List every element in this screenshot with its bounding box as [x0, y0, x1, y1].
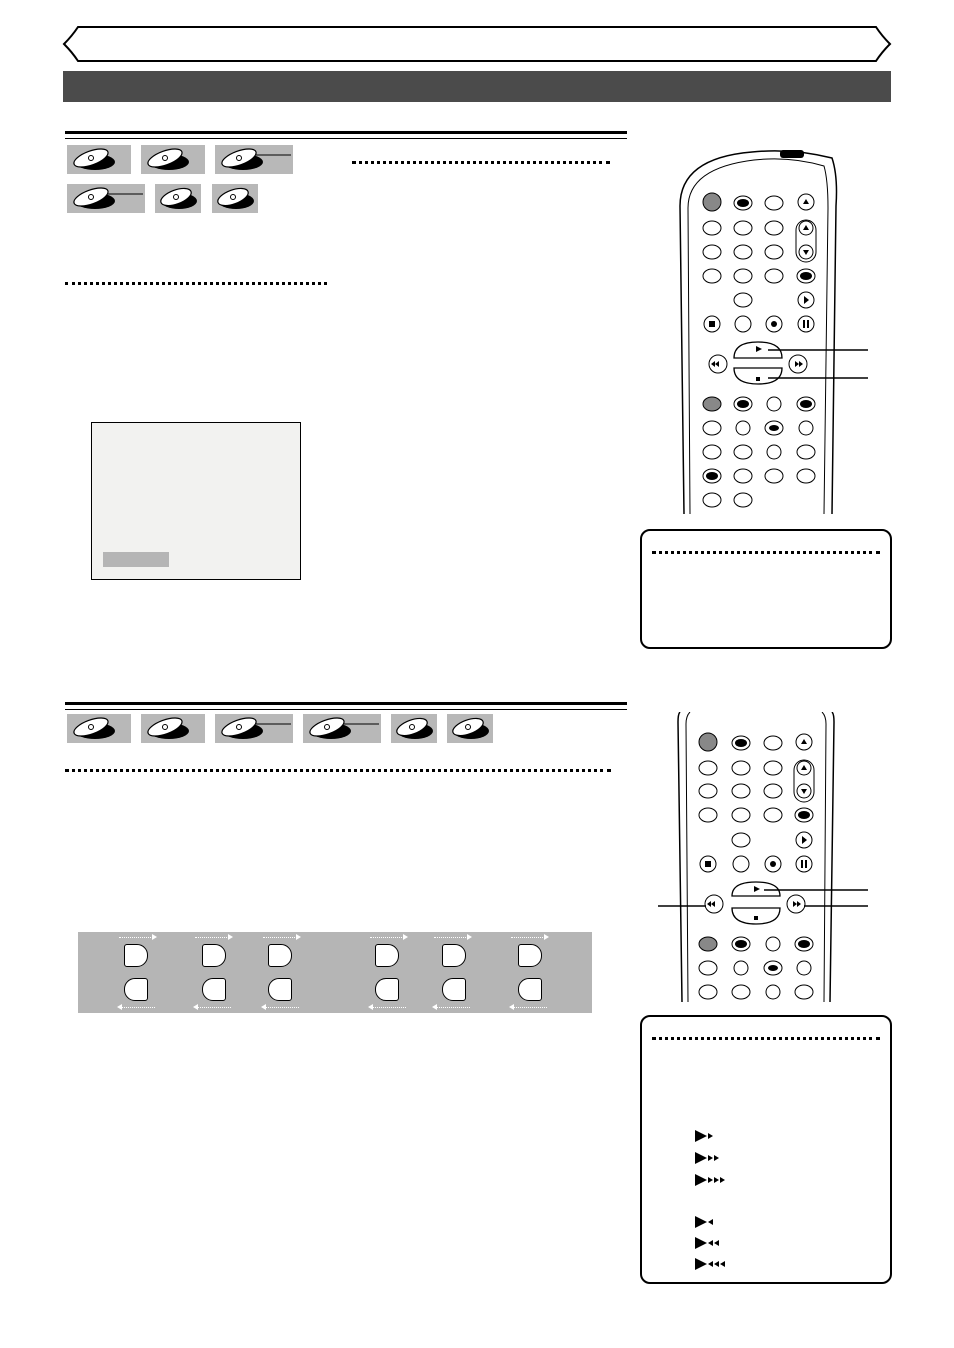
disc-type-chip	[141, 145, 205, 174]
reverse-step-arrow	[197, 1007, 231, 1008]
reverse-2-icon	[695, 1237, 719, 1249]
reverse-speed-icon	[442, 978, 466, 1001]
forward-step-arrow	[434, 937, 468, 938]
reverse-step-arrow	[513, 1007, 547, 1008]
dotted-separator	[652, 551, 880, 554]
forward-speed-icon	[375, 944, 399, 967]
forward-speed-icon	[202, 944, 226, 967]
dotted-separator	[352, 161, 610, 164]
disc-type-chip	[141, 714, 205, 743]
note-box	[640, 529, 892, 649]
dotted-separator	[652, 1037, 880, 1040]
forward-step-arrow	[263, 937, 297, 938]
reverse-3-icon	[695, 1258, 725, 1270]
disc-type-chip	[67, 184, 145, 213]
page-header-banner	[60, 24, 894, 64]
reverse-step-arrow	[121, 1007, 155, 1008]
disc-type-chip	[391, 714, 437, 743]
reverse-speed-icon	[375, 978, 399, 1001]
disc-type-chip	[67, 714, 131, 743]
dotted-separator	[65, 282, 327, 285]
forward-2-icon	[695, 1152, 719, 1164]
note-box	[640, 1015, 892, 1284]
disc-type-chip	[303, 714, 381, 743]
section-rule	[65, 702, 627, 705]
disc-type-chip	[215, 714, 293, 743]
forward-step-arrow	[195, 937, 229, 938]
disc-type-chip	[67, 145, 131, 174]
forward-speed-icon	[518, 944, 542, 967]
on-screen-display	[91, 422, 301, 580]
disc-type-chip	[155, 184, 201, 213]
reverse-speed-icon	[268, 978, 292, 1001]
reverse-speed-icon	[202, 978, 226, 1001]
reverse-step-arrow	[436, 1007, 470, 1008]
reverse-step-arrow	[372, 1007, 406, 1008]
reverse-speed-icon	[518, 978, 542, 1001]
remote-control-illustration	[672, 146, 872, 516]
forward-speed-icon	[442, 944, 466, 967]
reverse-step-arrow	[265, 1007, 299, 1008]
disc-type-chip	[212, 184, 258, 213]
forward-1-icon	[695, 1130, 713, 1142]
forward-speed-icon	[268, 944, 292, 967]
osd-status-bar	[103, 552, 169, 567]
disc-type-chip	[215, 145, 293, 174]
forward-speed-icon	[124, 944, 148, 967]
dotted-separator	[65, 769, 611, 772]
remote-control-illustration	[656, 712, 870, 1004]
forward-step-arrow	[119, 937, 153, 938]
forward-step-arrow	[511, 937, 545, 938]
forward-step-arrow	[370, 937, 404, 938]
reverse-speed-icon	[124, 978, 148, 1001]
section-rule-thin	[65, 709, 627, 710]
section-rule	[65, 131, 627, 134]
speed-step-diagram	[78, 932, 592, 1013]
forward-3-icon	[695, 1174, 725, 1186]
speed-symbols-list	[695, 1128, 745, 1278]
reverse-1-icon	[695, 1216, 713, 1228]
section-rule-thin	[65, 138, 627, 139]
disc-type-chip	[447, 714, 493, 743]
section-title-bar	[63, 71, 891, 102]
